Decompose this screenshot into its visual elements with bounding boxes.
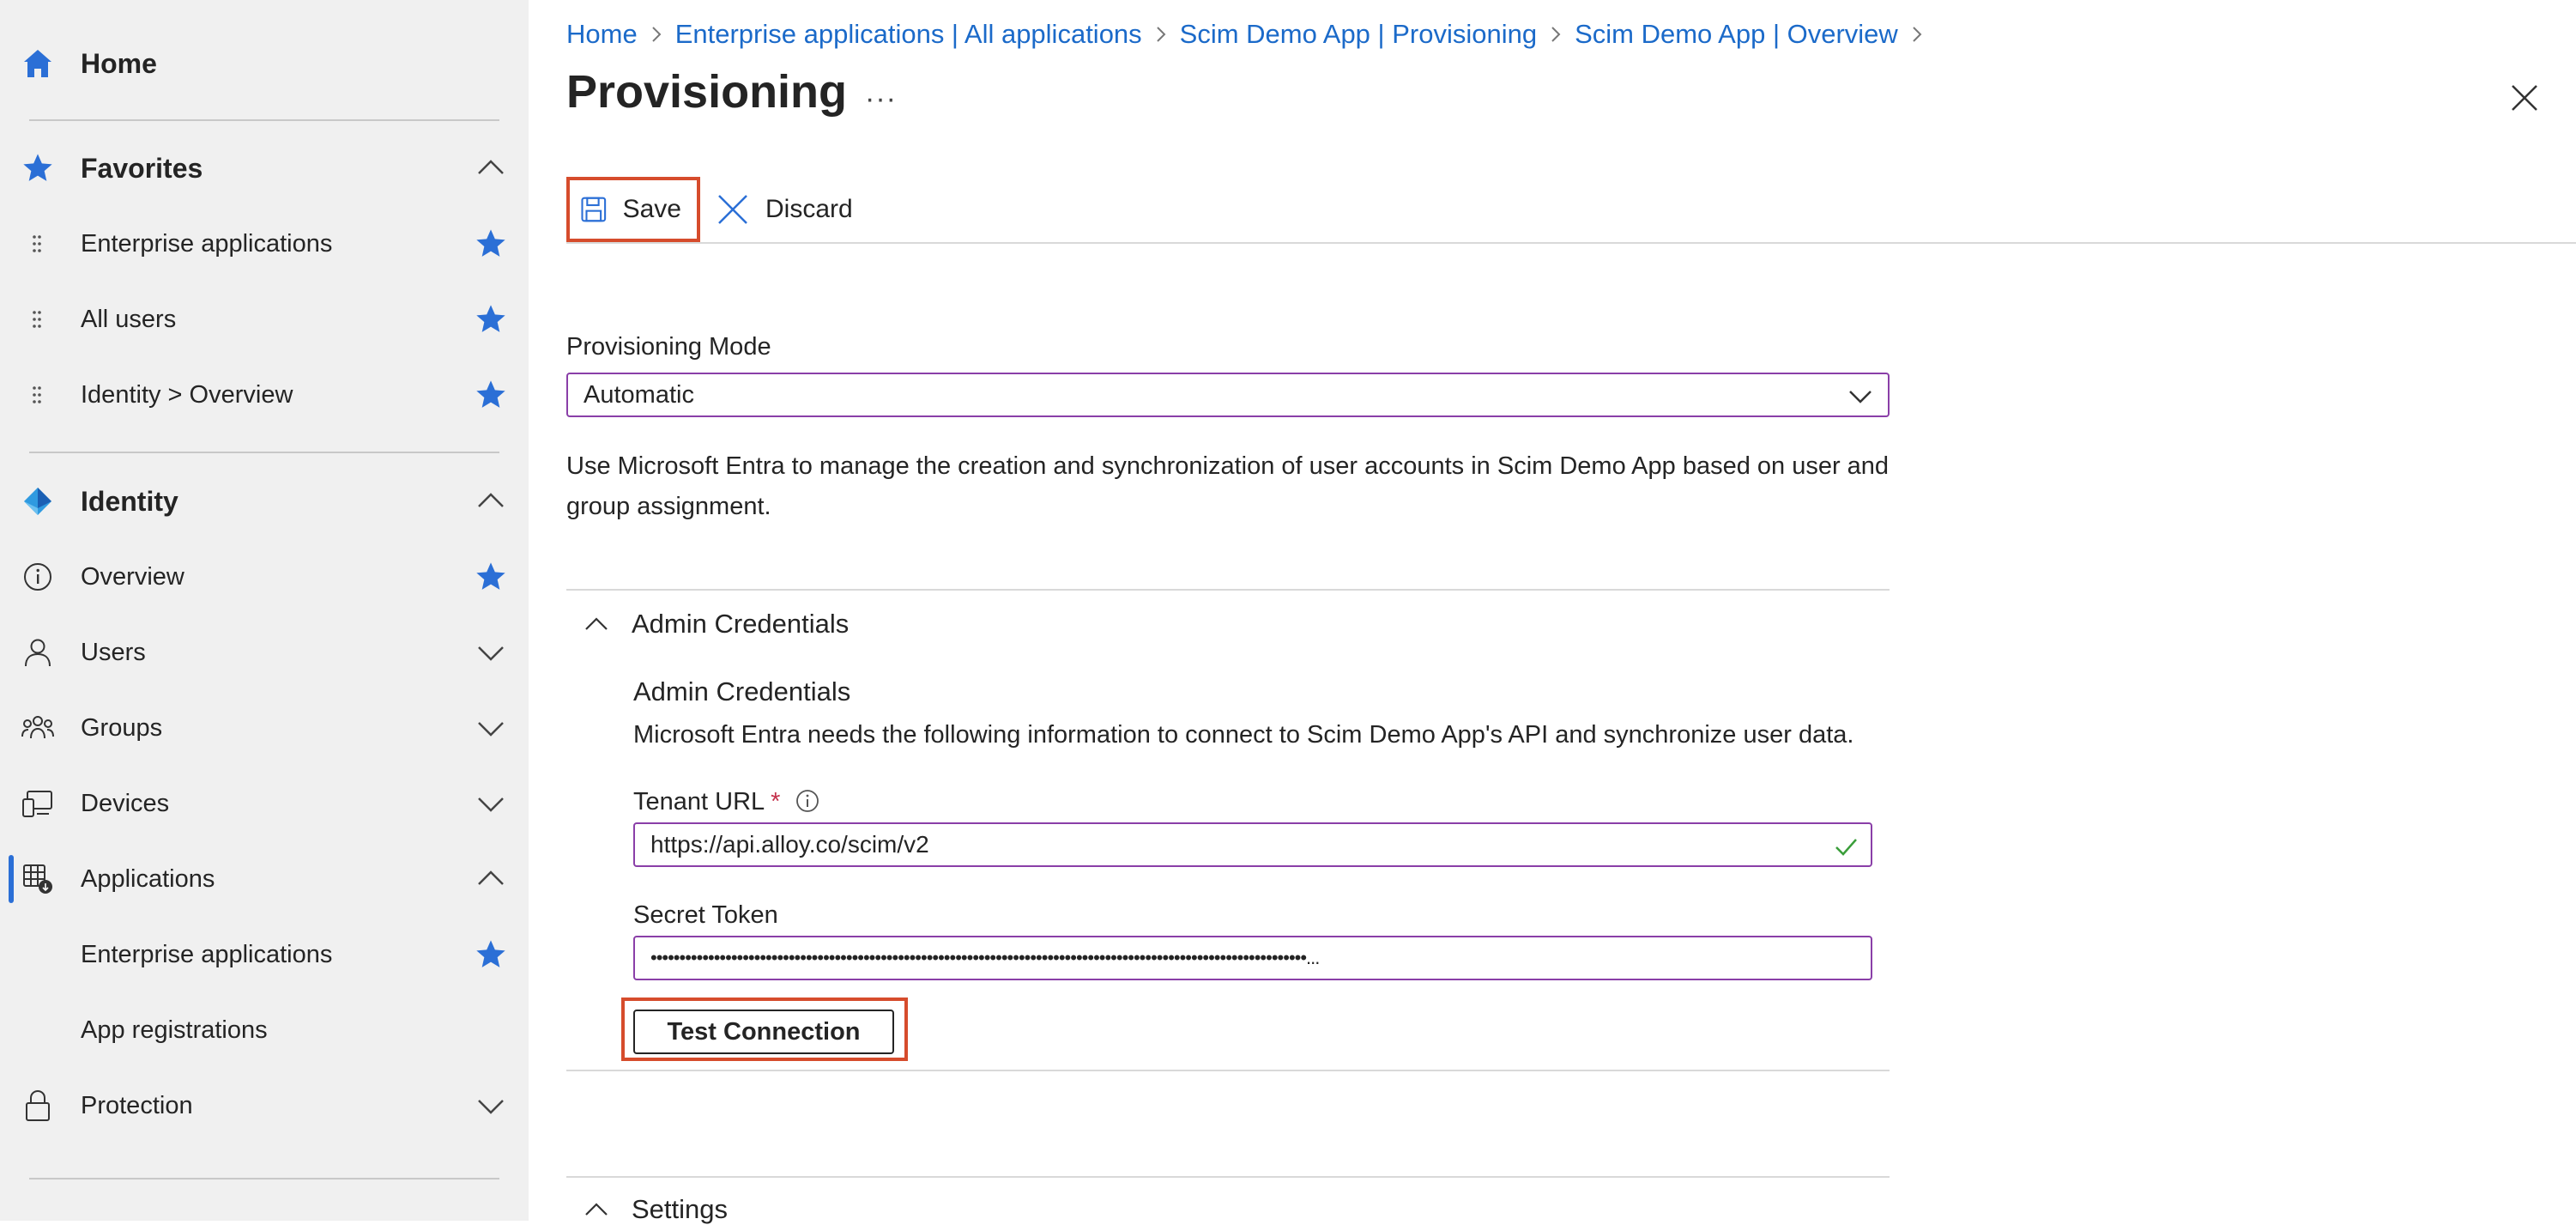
required-asterisk: * (771, 788, 781, 816)
chevron-up-icon[interactable] (474, 484, 508, 518)
sidebar-item-label: Enterprise applications (81, 940, 333, 968)
sidebar-item-protection[interactable] (0, 1068, 529, 1143)
page-title: Provisioning (566, 66, 848, 118)
favorite-star-icon[interactable] (474, 302, 508, 337)
more-options-button[interactable]: ··· (865, 82, 897, 115)
devices-icon (19, 785, 57, 822)
breadcrumb-home[interactable]: Home (566, 19, 638, 49)
provisioning-mode-label: Provisioning Mode (566, 333, 771, 361)
section-divider (566, 589, 1890, 591)
tenant-url-label-text: Tenant URL (633, 788, 765, 816)
sidebar-item-identity[interactable] (0, 464, 529, 539)
sidebar-item-label: All users (81, 305, 177, 333)
info-icon (19, 558, 57, 596)
tenant-url-input[interactable] (633, 822, 1872, 867)
sidebar-item-enterprise-applications[interactable] (0, 206, 529, 282)
user-icon (19, 634, 57, 671)
sidebar-item-label: App registrations (81, 1016, 268, 1044)
discard-button[interactable] (700, 177, 868, 242)
settings-section-title: Settings (632, 1194, 729, 1224)
sidebar-favorites-label: Favorites (81, 152, 203, 184)
breadcrumb-provisioning[interactable]: Scim Demo App | Provisioning (1179, 19, 1538, 49)
lock-icon (19, 1087, 57, 1125)
secret-token-input[interactable] (633, 936, 1872, 980)
chevron-right-icon (1898, 21, 1936, 47)
toolbar-divider (566, 242, 2576, 244)
chevron-down-icon (1847, 383, 1874, 410)
chevron-up-icon[interactable] (474, 151, 508, 185)
sidebar-item-groups[interactable] (0, 690, 529, 766)
chevron-down-icon[interactable] (474, 635, 508, 670)
checkmark-icon (1833, 834, 1859, 859)
sidebar-item-label: Groups (81, 713, 163, 742)
chevron-right-icon (1537, 21, 1575, 47)
sidebar-item-label: Applications (81, 864, 215, 893)
applications-icon (19, 860, 57, 898)
chevron-right-icon (1142, 21, 1180, 47)
sidebar-item-label: Overview (81, 562, 184, 591)
chevron-down-icon[interactable] (474, 1088, 508, 1123)
sidebar-home-label: Home (81, 47, 157, 79)
drag-handle-icon[interactable] (29, 231, 45, 257)
chevron-right-icon (638, 21, 675, 47)
drag-handle-icon[interactable] (29, 306, 45, 332)
favorite-star-icon[interactable] (474, 227, 508, 261)
sidebar-item-all-users[interactable] (0, 282, 529, 357)
save-label: Save (622, 195, 681, 223)
info-icon[interactable] (795, 788, 820, 814)
section-divider (566, 1176, 1890, 1178)
drag-handle-icon[interactable] (29, 382, 45, 408)
sidebar (0, 0, 529, 1221)
sidebar-divider (29, 119, 499, 121)
save-button[interactable] (566, 177, 700, 242)
sidebar-item-applications[interactable] (0, 841, 529, 917)
sidebar-item-label: Users (81, 638, 146, 666)
sidebar-item-enterprise-applications-sub[interactable] (0, 917, 529, 992)
secret-token-value: ••••••••••••••••••••••••••••••••••••••••••••••••••••••••••••••••••••••••••••••••••••••••••••••••••••••••••••••••••... (650, 947, 1320, 968)
test-connection-button[interactable]: Test Connection (633, 1010, 894, 1054)
sidebar-item-devices[interactable] (0, 766, 529, 841)
admin-credentials-description: Microsoft Entra needs the following information to connect to Scim Demo App's API and synchronize user data. (633, 721, 1854, 749)
chevron-up-icon[interactable] (474, 862, 508, 896)
provisioning-description: Use Microsoft Entra to manage the creation and synchronization of user accounts in Scim Demo App based on user and group assignment. (566, 452, 1890, 520)
discard-label: Discard (765, 195, 853, 223)
groups-icon (19, 709, 57, 747)
save-icon (580, 193, 608, 226)
sidebar-divider (29, 452, 499, 453)
command-bar (566, 177, 868, 242)
close-icon[interactable] (2509, 82, 2540, 113)
sidebar-identity-label: Identity (81, 485, 178, 517)
settings-section-toggle[interactable] (584, 1188, 728, 1231)
sidebar-item-label: Devices (81, 789, 170, 817)
admin-credentials-heading: Admin Credentials (633, 676, 851, 706)
favorite-star-icon[interactable] (474, 378, 508, 412)
sidebar-item-app-registrations[interactable] (0, 992, 529, 1068)
breadcrumb-enterprise-apps[interactable]: Enterprise applications | All applications (674, 19, 1142, 49)
chevron-down-icon[interactable] (474, 711, 508, 745)
sidebar-item-label: Identity > Overview (81, 380, 293, 409)
admin-credentials-section-title: Admin Credentials (632, 609, 850, 639)
sidebar-divider (29, 1178, 499, 1179)
provisioning-mode-dropdown[interactable] (566, 373, 1890, 417)
favorite-star-icon[interactable] (474, 560, 508, 594)
section-divider (566, 1070, 1890, 1071)
home-icon (19, 45, 57, 82)
favorite-star-icon[interactable] (474, 937, 508, 972)
secret-token-label: Secret Token (633, 901, 778, 929)
breadcrumb (566, 15, 1936, 53)
breadcrumb-overview[interactable]: Scim Demo App | Overview (1575, 19, 1898, 49)
chevron-up-icon (584, 1197, 609, 1222)
sidebar-item-overview[interactable] (0, 539, 529, 615)
identity-diamond-icon (19, 482, 57, 520)
admin-credentials-section-toggle[interactable] (584, 603, 849, 646)
discard-icon (716, 192, 750, 227)
chevron-down-icon[interactable] (474, 786, 508, 821)
sidebar-item-label: Enterprise applications (81, 229, 333, 258)
tenant-url-value: https://api.alloy.co/scim/v2 (650, 831, 929, 858)
sidebar-item-favorites[interactable] (0, 130, 529, 206)
provisioning-mode-value: Automatic (584, 380, 694, 409)
sidebar-item-users[interactable] (0, 615, 529, 690)
tenant-url-label (633, 788, 780, 816)
star-icon (19, 149, 57, 187)
sidebar-item-identity-overview[interactable] (0, 357, 529, 433)
chevron-up-icon (584, 611, 609, 637)
sidebar-item-label: Protection (81, 1091, 193, 1119)
sidebar-item-home[interactable] (0, 26, 529, 101)
